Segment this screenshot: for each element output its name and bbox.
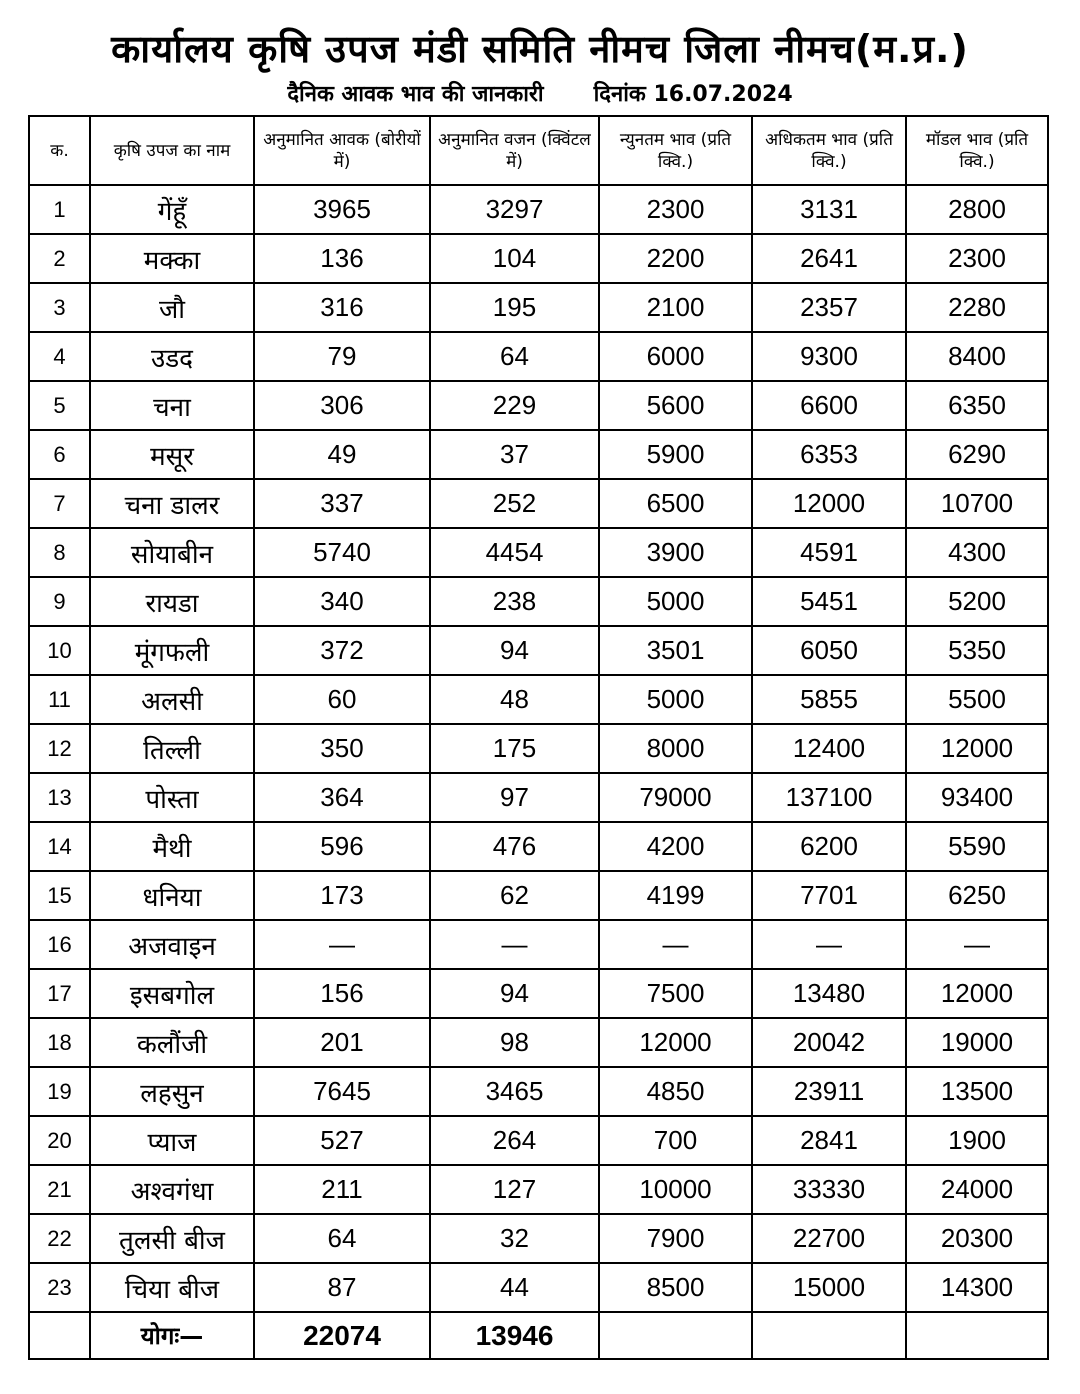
table-row bbox=[29, 626, 1048, 675]
crop-name-cell: तुलसी बीज bbox=[90, 1214, 254, 1263]
table-row bbox=[29, 773, 1048, 822]
crop-name-cell: रायडा bbox=[90, 577, 254, 626]
max-price-cell: 9300 bbox=[752, 332, 906, 381]
table-row bbox=[29, 1116, 1048, 1165]
serial-cell: 13 bbox=[29, 773, 90, 822]
modal-price-cell: 12000 bbox=[906, 969, 1048, 1018]
max-price-cell: 6600 bbox=[752, 381, 906, 430]
min-price-cell: 6500 bbox=[599, 479, 752, 528]
arrival-weight-cell: 94 bbox=[430, 969, 599, 1018]
col-arrival-weight: अनुमानित वजन (क्विंटल में) bbox=[430, 116, 599, 185]
crop-name-cell: सोयाबीन bbox=[90, 528, 254, 577]
max-price-cell: 5451 bbox=[752, 577, 906, 626]
max-price-cell: 137100 bbox=[752, 773, 906, 822]
table-row bbox=[29, 528, 1048, 577]
arrival-weight-cell: 195 bbox=[430, 283, 599, 332]
min-price-cell: 4199 bbox=[599, 871, 752, 920]
table-row bbox=[29, 1067, 1048, 1116]
max-price-cell: 20042 bbox=[752, 1018, 906, 1067]
table-row bbox=[29, 1018, 1048, 1067]
max-price-cell: 15000 bbox=[752, 1263, 906, 1312]
arrival-bags-cell: 527 bbox=[254, 1116, 430, 1165]
total-weight: 13946 bbox=[430, 1312, 599, 1359]
crop-name-cell: इसबगोल bbox=[90, 969, 254, 1018]
serial-cell: 18 bbox=[29, 1018, 90, 1067]
serial-cell: 9 bbox=[29, 577, 90, 626]
min-price-cell: 8500 bbox=[599, 1263, 752, 1312]
min-price-cell: 10000 bbox=[599, 1165, 752, 1214]
crop-name-cell: प्याज bbox=[90, 1116, 254, 1165]
serial-cell: 3 bbox=[29, 283, 90, 332]
min-price-cell: 12000 bbox=[599, 1018, 752, 1067]
max-price-cell: 7701 bbox=[752, 871, 906, 920]
serial-cell: 21 bbox=[29, 1165, 90, 1214]
arrival-weight-cell: 238 bbox=[430, 577, 599, 626]
min-price-cell: 4850 bbox=[599, 1067, 752, 1116]
serial-cell: 1 bbox=[29, 185, 90, 234]
modal-price-cell: 4300 bbox=[906, 528, 1048, 577]
modal-price-cell: 6350 bbox=[906, 381, 1048, 430]
total-bags: 22074 bbox=[254, 1312, 430, 1359]
page-title: कार्यालय कृषि उपज मंडी समिति नीमच जिला नीमच(म.प्र.) bbox=[111, 27, 969, 71]
min-price-cell: 7900 bbox=[599, 1214, 752, 1263]
arrival-weight-cell: 104 bbox=[430, 234, 599, 283]
arrival-weight-cell: 62 bbox=[430, 871, 599, 920]
arrival-bags-cell: 7645 bbox=[254, 1067, 430, 1116]
arrival-weight-cell: 94 bbox=[430, 626, 599, 675]
table-row bbox=[29, 920, 1048, 969]
arrival-bags-cell: 372 bbox=[254, 626, 430, 675]
crop-name-cell: उडद bbox=[90, 332, 254, 381]
table-row bbox=[29, 871, 1048, 920]
min-price-cell: 6000 bbox=[599, 332, 752, 381]
crop-name-cell: कलौंजी bbox=[90, 1018, 254, 1067]
min-price-cell: 5000 bbox=[599, 675, 752, 724]
arrival-weight-cell: 476 bbox=[430, 822, 599, 871]
total-blank bbox=[906, 1312, 1048, 1359]
modal-price-cell: 12000 bbox=[906, 724, 1048, 773]
serial-cell: 11 bbox=[29, 675, 90, 724]
modal-price-cell: 5200 bbox=[906, 577, 1048, 626]
modal-price-cell: 5350 bbox=[906, 626, 1048, 675]
min-price-cell: 5000 bbox=[599, 577, 752, 626]
min-price-cell: 5600 bbox=[599, 381, 752, 430]
max-price-cell: 12000 bbox=[752, 479, 906, 528]
crop-name-cell: पोस्ता bbox=[90, 773, 254, 822]
min-price-cell: — bbox=[599, 920, 752, 969]
arrival-bags-cell: 60 bbox=[254, 675, 430, 724]
arrival-bags-cell: 340 bbox=[254, 577, 430, 626]
crop-name-cell: मसूर bbox=[90, 430, 254, 479]
crop-name-cell: धनिया bbox=[90, 871, 254, 920]
crop-name-cell: अजवाइन bbox=[90, 920, 254, 969]
serial-cell: 19 bbox=[29, 1067, 90, 1116]
max-price-cell: 4591 bbox=[752, 528, 906, 577]
table-row bbox=[29, 234, 1048, 283]
crop-name-cell: गेंहूँ bbox=[90, 185, 254, 234]
table-row bbox=[29, 577, 1048, 626]
rates-table bbox=[28, 115, 1049, 1360]
arrival-bags-cell: 350 bbox=[254, 724, 430, 773]
serial-cell: 17 bbox=[29, 969, 90, 1018]
arrival-weight-cell: 175 bbox=[430, 724, 599, 773]
crop-name-cell: चना bbox=[90, 381, 254, 430]
modal-price-cell: 2300 bbox=[906, 234, 1048, 283]
total-blank bbox=[599, 1312, 752, 1359]
min-price-cell: 2100 bbox=[599, 283, 752, 332]
arrival-bags-cell: 364 bbox=[254, 773, 430, 822]
min-price-cell: 700 bbox=[599, 1116, 752, 1165]
arrival-bags-cell: 306 bbox=[254, 381, 430, 430]
arrival-weight-cell: 229 bbox=[430, 381, 599, 430]
total-blank bbox=[752, 1312, 906, 1359]
total-row bbox=[29, 1312, 1048, 1359]
max-price-cell: 13480 bbox=[752, 969, 906, 1018]
arrival-bags-cell: 156 bbox=[254, 969, 430, 1018]
min-price-cell: 79000 bbox=[599, 773, 752, 822]
table-row bbox=[29, 724, 1048, 773]
crop-name-cell: तिल्ली bbox=[90, 724, 254, 773]
modal-price-cell: 6290 bbox=[906, 430, 1048, 479]
arrival-bags-cell: 3965 bbox=[254, 185, 430, 234]
modal-price-cell: 14300 bbox=[906, 1263, 1048, 1312]
arrival-weight-cell: 44 bbox=[430, 1263, 599, 1312]
serial-cell: 15 bbox=[29, 871, 90, 920]
arrival-bags-cell: 316 bbox=[254, 283, 430, 332]
crop-name-cell: चना डालर bbox=[90, 479, 254, 528]
arrival-bags-cell: 201 bbox=[254, 1018, 430, 1067]
report-date: दिनांक 16.07.2024 bbox=[593, 82, 793, 107]
serial-cell: 8 bbox=[29, 528, 90, 577]
table-row bbox=[29, 969, 1048, 1018]
arrival-bags-cell: 64 bbox=[254, 1214, 430, 1263]
min-price-cell: 3900 bbox=[599, 528, 752, 577]
subtitle-text: दैनिक आवक भाव की जानकारी bbox=[287, 82, 544, 107]
arrival-weight-cell: 48 bbox=[430, 675, 599, 724]
table-row bbox=[29, 1214, 1048, 1263]
max-price-cell: — bbox=[752, 920, 906, 969]
arrival-bags-cell: 49 bbox=[254, 430, 430, 479]
max-price-cell: 2641 bbox=[752, 234, 906, 283]
arrival-bags-cell: 136 bbox=[254, 234, 430, 283]
modal-price-cell: 93400 bbox=[906, 773, 1048, 822]
arrival-weight-cell: — bbox=[430, 920, 599, 969]
max-price-cell: 6200 bbox=[752, 822, 906, 871]
max-price-cell: 6353 bbox=[752, 430, 906, 479]
modal-price-cell: 1900 bbox=[906, 1116, 1048, 1165]
serial-cell: 7 bbox=[29, 479, 90, 528]
min-price-cell: 4200 bbox=[599, 822, 752, 871]
max-price-cell: 2841 bbox=[752, 1116, 906, 1165]
modal-price-cell: 5500 bbox=[906, 675, 1048, 724]
serial-cell: 2 bbox=[29, 234, 90, 283]
col-min-price: न्युनतम भाव (प्रति क्वि.) bbox=[599, 116, 752, 185]
modal-price-cell: 2280 bbox=[906, 283, 1048, 332]
serial-cell: 23 bbox=[29, 1263, 90, 1312]
modal-price-cell: 5590 bbox=[906, 822, 1048, 871]
modal-price-cell: — bbox=[906, 920, 1048, 969]
table-row bbox=[29, 479, 1048, 528]
col-max-price: अधिकतम भाव (प्रति क्वि.) bbox=[752, 116, 906, 185]
max-price-cell: 33330 bbox=[752, 1165, 906, 1214]
modal-price-cell: 8400 bbox=[906, 332, 1048, 381]
arrival-weight-cell: 3297 bbox=[430, 185, 599, 234]
arrival-weight-cell: 264 bbox=[430, 1116, 599, 1165]
min-price-cell: 8000 bbox=[599, 724, 752, 773]
serial-cell: 10 bbox=[29, 626, 90, 675]
serial-cell: 5 bbox=[29, 381, 90, 430]
crop-name-cell: मैथी bbox=[90, 822, 254, 871]
max-price-cell: 23911 bbox=[752, 1067, 906, 1116]
crop-name-cell: जौ bbox=[90, 283, 254, 332]
modal-price-cell: 6250 bbox=[906, 871, 1048, 920]
crop-name-cell: अलसी bbox=[90, 675, 254, 724]
serial-cell: 20 bbox=[29, 1116, 90, 1165]
serial-cell: 16 bbox=[29, 920, 90, 969]
arrival-bags-cell: — bbox=[254, 920, 430, 969]
crop-name-cell: चिया बीज bbox=[90, 1263, 254, 1312]
total-blank bbox=[29, 1312, 90, 1359]
max-price-cell: 22700 bbox=[752, 1214, 906, 1263]
table-header-row bbox=[29, 116, 1048, 185]
arrival-bags-cell: 596 bbox=[254, 822, 430, 871]
col-crop: कृषि उपज का नाम bbox=[90, 116, 254, 185]
crop-name-cell: मूंगफली bbox=[90, 626, 254, 675]
modal-price-cell: 13500 bbox=[906, 1067, 1048, 1116]
total-label: योगः— bbox=[90, 1312, 254, 1359]
arrival-weight-cell: 32 bbox=[430, 1214, 599, 1263]
arrival-bags-cell: 87 bbox=[254, 1263, 430, 1312]
arrival-bags-cell: 211 bbox=[254, 1165, 430, 1214]
serial-cell: 12 bbox=[29, 724, 90, 773]
table-row bbox=[29, 675, 1048, 724]
arrival-bags-cell: 79 bbox=[254, 332, 430, 381]
arrival-weight-cell: 97 bbox=[430, 773, 599, 822]
serial-cell: 4 bbox=[29, 332, 90, 381]
table-row bbox=[29, 430, 1048, 479]
table-row bbox=[29, 332, 1048, 381]
max-price-cell: 12400 bbox=[752, 724, 906, 773]
modal-price-cell: 20300 bbox=[906, 1214, 1048, 1263]
table-row bbox=[29, 822, 1048, 871]
page-subtitle bbox=[0, 78, 1080, 108]
arrival-weight-cell: 98 bbox=[430, 1018, 599, 1067]
min-price-cell: 5900 bbox=[599, 430, 752, 479]
crop-name-cell: मक्का bbox=[90, 234, 254, 283]
arrival-weight-cell: 37 bbox=[430, 430, 599, 479]
max-price-cell: 3131 bbox=[752, 185, 906, 234]
min-price-cell: 2300 bbox=[599, 185, 752, 234]
table-row bbox=[29, 381, 1048, 430]
modal-price-cell: 2800 bbox=[906, 185, 1048, 234]
min-price-cell: 2200 bbox=[599, 234, 752, 283]
arrival-weight-cell: 127 bbox=[430, 1165, 599, 1214]
col-arrival-bags: अनुमानित आवक (बोरीयों में) bbox=[254, 116, 430, 185]
arrival-bags-cell: 173 bbox=[254, 871, 430, 920]
table-row bbox=[29, 185, 1048, 234]
col-serial: क. bbox=[29, 116, 90, 185]
crop-name-cell: लहसुन bbox=[90, 1067, 254, 1116]
arrival-weight-cell: 3465 bbox=[430, 1067, 599, 1116]
modal-price-cell: 10700 bbox=[906, 479, 1048, 528]
arrival-weight-cell: 4454 bbox=[430, 528, 599, 577]
modal-price-cell: 19000 bbox=[906, 1018, 1048, 1067]
serial-cell: 14 bbox=[29, 822, 90, 871]
arrival-weight-cell: 252 bbox=[430, 479, 599, 528]
table-row bbox=[29, 283, 1048, 332]
col-modal-price: मॉडल भाव (प्रति क्वि.) bbox=[906, 116, 1048, 185]
table-row bbox=[29, 1165, 1048, 1214]
max-price-cell: 6050 bbox=[752, 626, 906, 675]
table-row bbox=[29, 1263, 1048, 1312]
min-price-cell: 3501 bbox=[599, 626, 752, 675]
max-price-cell: 5855 bbox=[752, 675, 906, 724]
arrival-bags-cell: 337 bbox=[254, 479, 430, 528]
min-price-cell: 7500 bbox=[599, 969, 752, 1018]
serial-cell: 6 bbox=[29, 430, 90, 479]
arrival-bags-cell: 5740 bbox=[254, 528, 430, 577]
modal-price-cell: 24000 bbox=[906, 1165, 1048, 1214]
serial-cell: 22 bbox=[29, 1214, 90, 1263]
crop-name-cell: अश्वगंधा bbox=[90, 1165, 254, 1214]
arrival-weight-cell: 64 bbox=[430, 332, 599, 381]
max-price-cell: 2357 bbox=[752, 283, 906, 332]
